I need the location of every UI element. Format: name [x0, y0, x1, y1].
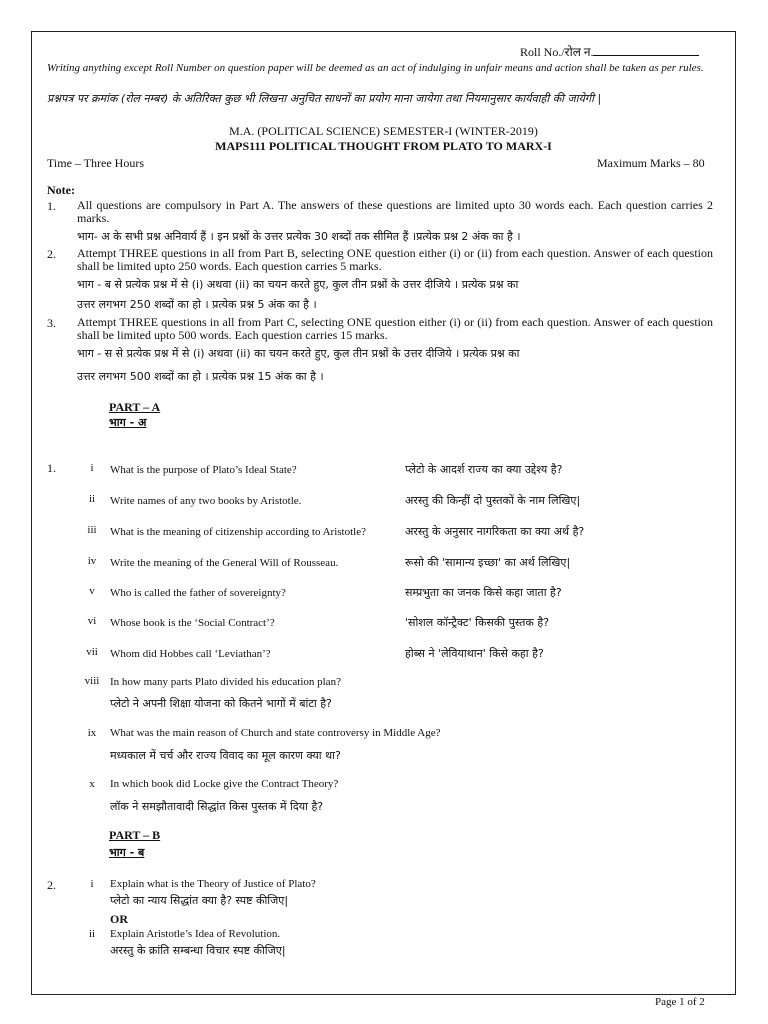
exam-title: M.A. (POLITICAL SCIENCE) SEMESTER-I (WINTER-2019) [229, 124, 538, 138]
question-roman-numeral: iii [87, 524, 97, 536]
question-text-hindi: 'सोशल कॉन्ट्रैक्ट' किसकी पुस्तक है? [405, 616, 550, 629]
question-roman-numeral: v [89, 585, 95, 597]
warning-hindi: प्रश्नपत्र पर क्रमांक (रोल नम्बर) के अतिरिक्त कुछ भी लिखना अनुचित साधनों का प्रयोग माना जायेगा तथा नियमानुसार कार्यवाही की जायेगी | [47, 92, 602, 105]
warning-english: Writing anything except Roll Number on question paper will be deemed as an act of indulging in unfair means and action shall be taken as per rules. [47, 62, 704, 74]
roll-number-field [520, 43, 699, 60]
question-text-hindi: लॉक ने समझौतावादी सिद्धांत किस पुस्तक में दिया है? [110, 800, 324, 813]
note-text-hindi: भाग - स से प्रत्येक प्रश्न में से (i) अथवा (ii) का चयन करते हुए, कुल तीन प्रश्नों के उत्तर दीजिये । प्रत्येक प्रश्न का [77, 347, 520, 360]
question-roman-numeral: i [90, 878, 94, 890]
question-text-hindi: सम्प्रभुता का जनक किसे कहा जाता है? [405, 586, 562, 599]
question-roman-numeral: iv [87, 555, 97, 567]
question-text-hindi: प्लेटो के आदर्श राज्य का क्या उद्देश्य है? [405, 463, 563, 476]
paper-code-title: MAPS111 POLITICAL THOUGHT FROM PLATO TO MARX-I [215, 139, 552, 153]
part-a-heading: PART – A [109, 400, 161, 414]
question-roman-numeral: x [89, 778, 95, 790]
question-text-hindi: प्लेटो ने अपनी शिक्षा योजना को कितने भागों में बांटा है? [110, 697, 332, 710]
note-number: 2. [47, 247, 56, 261]
question-roman-numeral: ii [88, 493, 96, 505]
note-number: 1. [47, 199, 56, 213]
question-text-hindi: मध्यकाल में चर्च और राज्य विवाद का मूल कारण क्या था? [110, 749, 341, 762]
question-roman-numeral: viii [84, 675, 100, 687]
question-text-english: What is the meaning of citizenship according to Aristotle? [110, 526, 366, 538]
question-text-english: Explain what is the Theory of Justice of Plato? [110, 878, 316, 890]
question-text-hindi: अरस्तु के क्रांति सम्बन्धा विचार स्पष्ट कीजिए| [110, 944, 286, 957]
question-roman-numeral: vi [87, 615, 97, 627]
note-text-hindi: उत्तर लगभग 500 शब्दों का हो । प्रत्येक प्रश्न 15 अंक का है । [77, 370, 324, 383]
question-text-english: What was the main reason of Church and state controversy in Middle Age? [110, 727, 441, 739]
roll-number-blank[interactable] [593, 44, 699, 56]
part-b-heading-hindi: भाग - ब [109, 846, 145, 859]
note-heading: Note: [47, 183, 75, 197]
question-text-hindi: प्लेटो का न्याय सिद्धांत क्या है? स्पष्ट कीजिए| [110, 894, 289, 907]
note-text-english: All questions are compulsory in Part A. The answers of these questions are limited upto 30 words each. Each question carries 2 marks. [77, 198, 713, 225]
or-separator: OR [110, 912, 128, 926]
question-text-english: Explain Aristotle’s Idea of Revolution. [110, 928, 281, 940]
roll-number-label: Roll No./रोल न. [520, 45, 594, 59]
question-text-english: What is the purpose of Plato’s Ideal State? [110, 464, 297, 476]
question-roman-numeral: ii [88, 928, 96, 940]
question-text-hindi: होब्स ने 'लेवियाथान' किसे कहा है? [405, 647, 544, 660]
question-text-english: Write names of any two books by Aristotle. [110, 495, 302, 507]
note-text-hindi: उत्तर लगभग 250 शब्दों का हो । प्रत्येक प्रश्न 5 अंक का है । [77, 298, 317, 311]
question-text-english: Whose book is the ‘Social Contract’? [110, 617, 275, 629]
note-text-hindi: भाग- अ के सभी प्रश्न अनिवार्य हैं । इन प्रश्नों के उत्तर प्रत्येक 30 शब्दों तक सीमित हैं ।प्रत्येक प्रश्न 2 अंक का है । [77, 230, 521, 243]
question-text-hindi: रूसो की 'सामान्य इच्छा' का अर्थ लिखिए| [405, 556, 571, 569]
question-number: 2. [47, 878, 56, 892]
question-text-english: Write the meaning of the General Will of Rousseau. [110, 557, 339, 569]
question-text-hindi: अरस्तु की किन्हीं दो पुस्तकों के नाम लिखिए| [405, 494, 581, 507]
note-text-hindi: भाग - ब से प्रत्येक प्रश्न में से (i) अथवा (ii) का चयन करते हुए, कुल तीन प्रश्नों के उत्तर दीजिये । प्रत्येक प्रश्न का [77, 278, 519, 291]
question-text-english: In which book did Locke give the Contract Theory? [110, 778, 339, 790]
note-text-english: Attempt THREE questions in all from Part C, selecting ONE question either (i) or (ii) from each question. Answer of each question shall be limited upto 500 words. Each question carries 15 marks. [77, 315, 713, 342]
note-number: 3. [47, 316, 56, 330]
question-text-english: Who is called the father of sovereignty? [110, 587, 286, 599]
question-text-english: Whom did Hobbes call ‘Leviathan’? [110, 648, 271, 660]
note-text-english: Attempt THREE questions in all from Part B, selecting ONE question either (i) or (ii) from each question. Answer of each question shall be limited upto 250 words. Each question carries 5 marks. [77, 246, 713, 273]
question-text-hindi: अरस्तु के अनुसार नागरिकता का क्या अर्थ है? [405, 525, 585, 538]
part-b-heading: PART – B [109, 828, 161, 842]
maximum-marks: Maximum Marks – 80 [597, 156, 705, 170]
question-roman-numeral: i [90, 462, 94, 474]
question-number: 1. [47, 461, 56, 475]
question-roman-numeral: ix [87, 727, 97, 739]
question-text-english: In how many parts Plato divided his education plan? [110, 676, 341, 688]
part-a-heading-hindi: भाग - अ [109, 416, 147, 429]
time-allowed: Time – Three Hours [47, 156, 144, 170]
question-roman-numeral: vii [86, 646, 98, 658]
page-number: Page 1 of 2 [655, 996, 705, 1008]
